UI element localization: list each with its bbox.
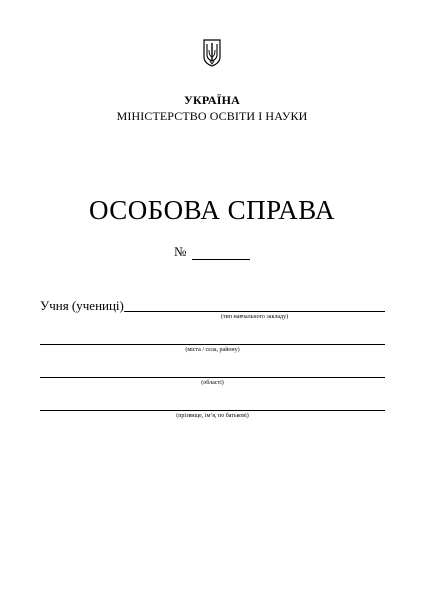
city-district-caption: (міста / села, району) — [185, 347, 240, 353]
document-title: ОСОБОВА СПРАВА — [88, 195, 336, 225]
city-district-field-line[interactable] — [40, 344, 385, 345]
student-label: Учня (учениці) — [40, 298, 124, 313]
number-field-line[interactable] — [192, 248, 250, 260]
full-name-field-line[interactable] — [40, 410, 385, 411]
region-field-line[interactable] — [40, 377, 385, 378]
number-row — [174, 244, 250, 260]
tryzub-emblem-icon — [202, 38, 222, 68]
country-name: УКРАЇНА — [183, 93, 241, 107]
ministry-name: МІНІСТЕРСТВО ОСВІТИ І НАУКИ — [116, 109, 308, 123]
school-type-field-line[interactable] — [124, 311, 385, 312]
number-label: № — [174, 244, 187, 259]
region-caption: (області) — [201, 380, 224, 386]
full-name-caption: (прізвище, ім’я, по батькові) — [176, 413, 249, 419]
school-type-caption: (тип навчального закладу) — [220, 314, 289, 320]
